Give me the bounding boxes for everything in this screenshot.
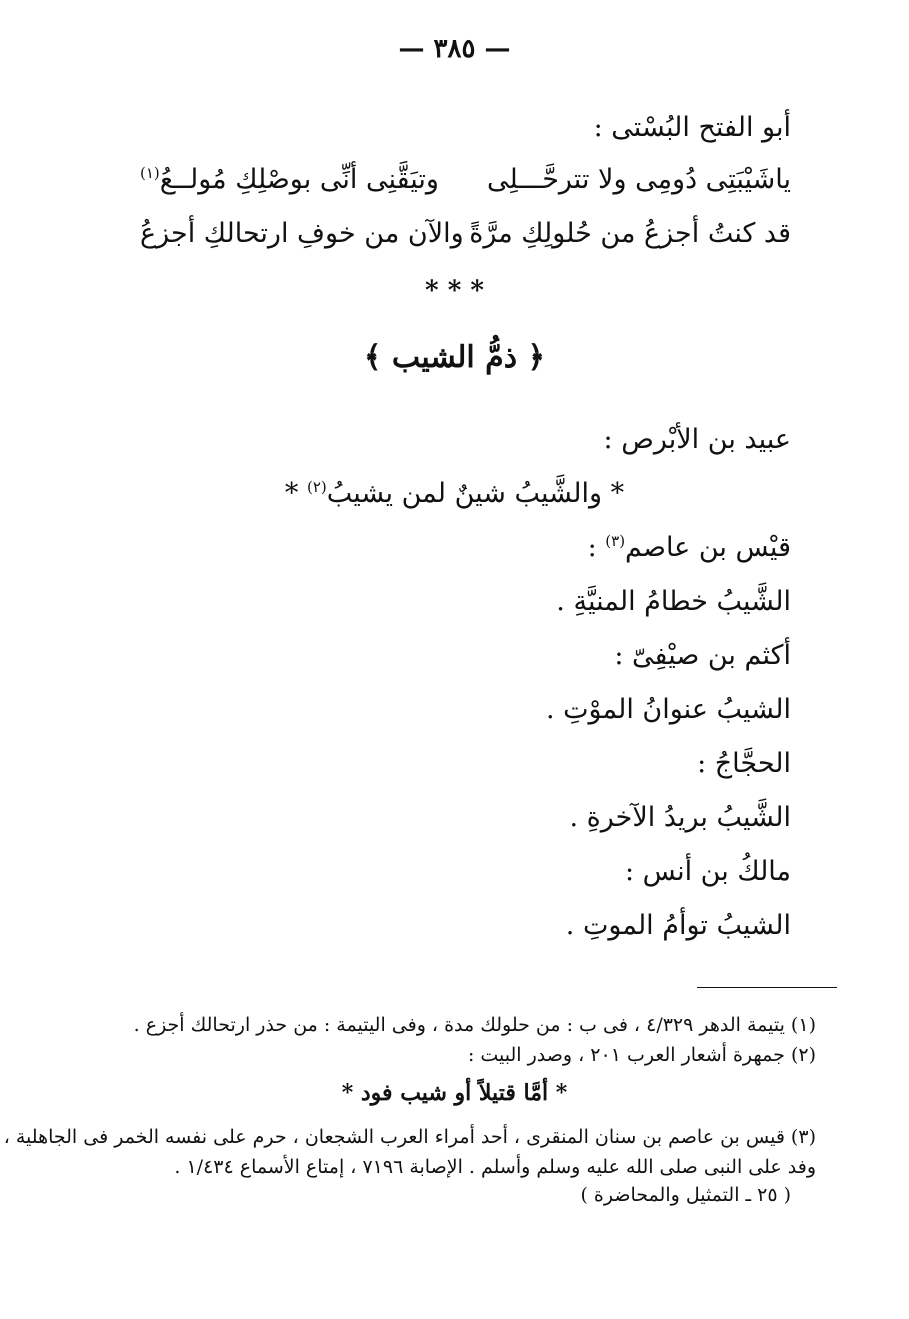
page-footer-signature: ( ٢٥ ـ التمثيل والمحاضرة ) (580, 1184, 791, 1206)
quote-aktham: الشيبُ عنوانُ الموْتِ . (545, 694, 791, 725)
speaker-qays-name: قيْس بن عاصم (625, 532, 791, 563)
footnote-divider (697, 987, 837, 988)
section-separator: * * * (425, 276, 484, 306)
quote-ubaid-text: * والشَّيبُ شينٌ لمن يشيبُ (326, 478, 625, 509)
footnote-1: (١) يتيمة الدهر ٤/٣٢٩ ، فى ب : من حلولك مدة ، وفى اليتيمة : من حذر ارتحالك أجزع . (133, 1014, 816, 1036)
page-number: — ٣٨٥ — (398, 34, 511, 64)
footnote-ref-2: (٢) (306, 478, 327, 496)
speaker-malik: مالكُ بن أنس : (624, 856, 791, 887)
quote-ubaid (0, 478, 909, 509)
speaker-aktham: أكثم بن صيْفِىّ : (614, 640, 791, 671)
poet-name-busti: أبو الفتح البُسْتى : (593, 112, 791, 143)
footnote-2-verse: * أمَّا قتيلاً أو شيب فود * (341, 1080, 568, 1106)
quote-qays: الشَّيبُ خطامُ المنيَّةِ . (556, 586, 791, 617)
verse1-first-hemistich: ياشَيْبَتِى دُومِى ولا تترحَّـــلِى (487, 164, 791, 195)
speaker-ubaid: عبيد بن الأبْرص : (603, 424, 791, 455)
footnote-3-line2: وفد على النبى صلى الله عليه وسلم وأسلم . الإصابة ٧١٩٦ ، إمتاع الأسماع ١/٤٣٤ . (174, 1156, 816, 1178)
quote-hajjaj: الشَّيبُ بريدُ الآخرةِ . (569, 802, 791, 833)
quote-ubaid-end: * (284, 478, 307, 509)
speaker-qays (588, 532, 791, 563)
speaker-qays-colon: : (587, 532, 606, 563)
footnote-3-line1: (٣) قيس بن عاصم بن سنان المنقرى ، أحد أمراء العرب الشجعان ، حرم على نفسه الخمر فى الجاهلية ، (3, 1126, 816, 1148)
verse1-second-text: وتيَقَّنِى أنِّى بوصْلِكِ مُولــعُ (159, 164, 439, 195)
quote-malik: الشيبُ توأمُ الموتِ . (565, 910, 791, 941)
section-heading: ﴿ ذمُّ الشيب ﴾ (363, 340, 546, 375)
footnote-ref-3: (٣) (605, 532, 626, 550)
speaker-hajjaj: الحجَّاجُ : (697, 748, 791, 779)
footnote-ref-1: (١) (140, 164, 160, 182)
verse1-second-hemistich (140, 164, 439, 195)
verse2-first-hemistich: قد كنتُ أجزعُ من حُلولِكِ مرَّةً (469, 218, 791, 249)
verse2-second-hemistich: والآن من خوفِ ارتحالكِ أجزعُ (140, 218, 464, 249)
footnote-2: (٢) جمهرة أشعار العرب ٢٠١ ، وصدر البيت : (467, 1044, 816, 1066)
